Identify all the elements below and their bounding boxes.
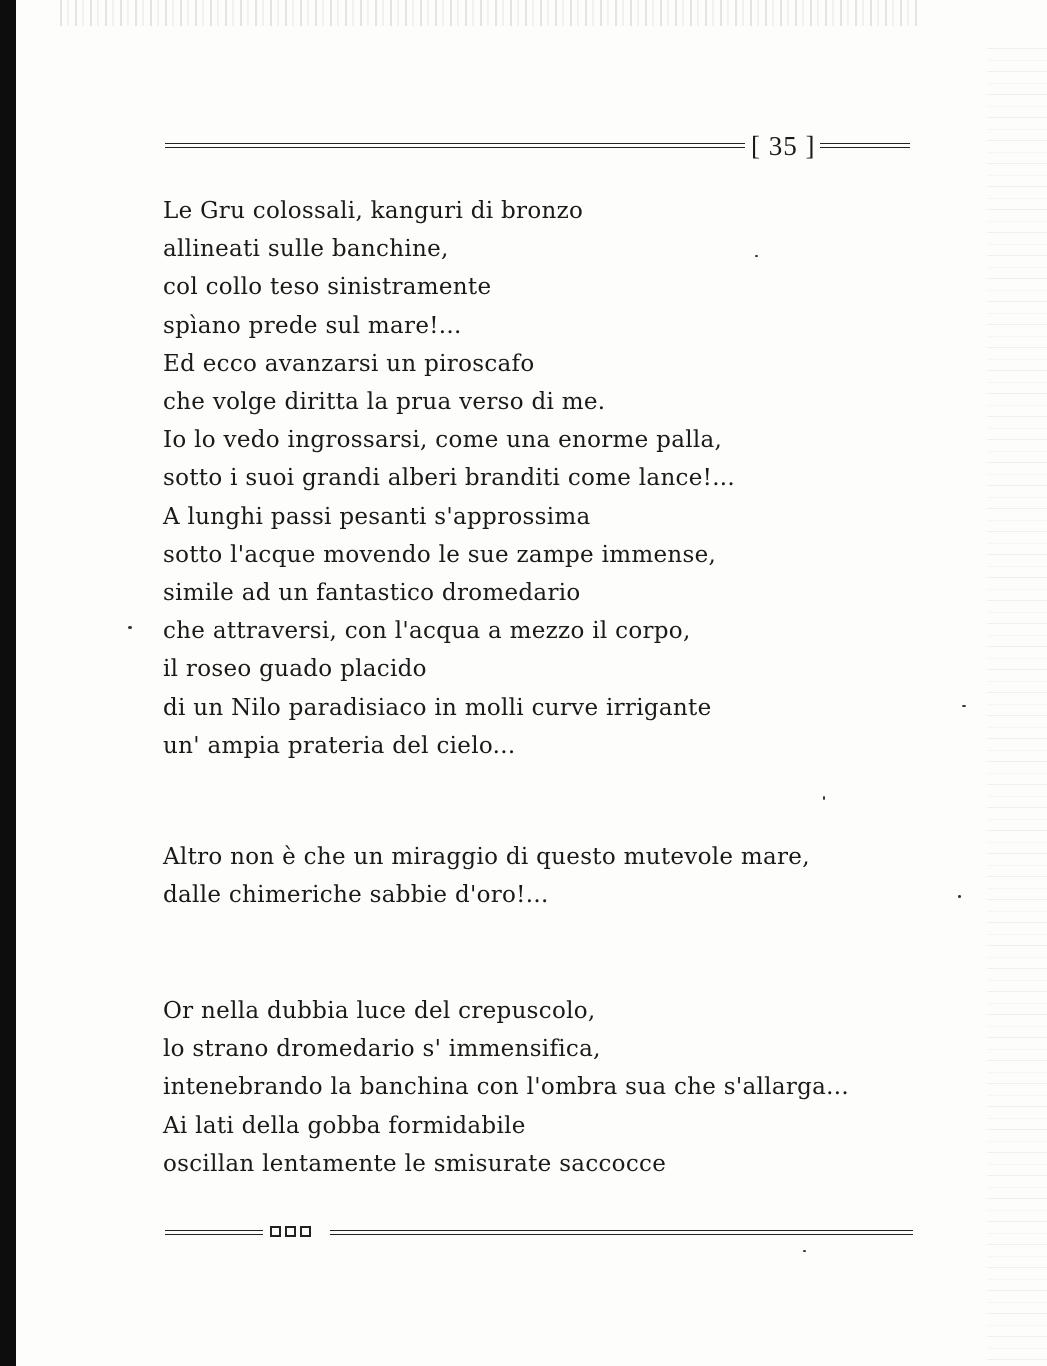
header-rule-left <box>165 143 745 148</box>
header-rule-right <box>820 143 910 148</box>
poem-line: che attraversi, con l'acqua a mezzo il corpo, <box>163 618 691 645</box>
poem-line: un' ampia prateria del cielo... <box>163 732 516 759</box>
square-ornament-icon <box>300 1226 311 1237</box>
scan-noise-top <box>60 0 920 26</box>
poem-line: dalle chimeriche sabbie d'oro!... <box>163 882 549 909</box>
square-ornament-icon <box>270 1226 281 1237</box>
page-number: [ 35 ] <box>747 128 819 164</box>
poem-line: A lunghi passi pesanti s'approssima <box>163 503 591 530</box>
poem-line: Altro non è che un miraggio di questo mutevole mare, <box>163 844 810 870</box>
page-footer <box>165 1222 913 1244</box>
poem-line: di un Nilo paradisiaco in molli curve irrigante <box>163 694 712 721</box>
poem-line: intenebrando la banchina con l'ombra sua che s'allarga... <box>163 1074 849 1101</box>
scan-noise-right <box>987 40 1047 1360</box>
scan-speck <box>803 1250 806 1252</box>
footer-rule-right <box>330 1230 913 1235</box>
poem-line: sotto i suoi grandi alberi branditi come lance!... <box>163 465 736 492</box>
book-spine-edge <box>0 0 16 1366</box>
poem-line: allineati sulle banchine, <box>163 236 449 263</box>
stanza-2 <box>163 838 810 914</box>
poem-line: Io lo vedo ingrossarsi, come una enorme palla, <box>163 427 723 454</box>
poem-line: Le Gru colossali, kanguri di bronzo <box>163 198 584 224</box>
scan-speck <box>823 796 825 800</box>
poem-line: Or nella dubbia luce del crepuscolo, <box>163 998 596 1024</box>
scan-speck <box>962 705 966 707</box>
poem-line: Ed ecco avanzarsi un piroscafo <box>163 350 535 377</box>
footer-rule-left <box>165 1230 263 1235</box>
poem-line: sotto l'acque movendo le sue zampe immense, <box>163 541 717 568</box>
page-header <box>165 128 910 164</box>
poem-line: oscillan lentamente le smisurate saccocce <box>163 1150 667 1177</box>
poem-line: col collo teso sinistramente <box>163 274 492 301</box>
scan-speck <box>128 626 132 629</box>
stanza-1 <box>163 192 735 765</box>
poem-line: che volge diritta la prua verso di me. <box>163 389 606 416</box>
poem-line: simile ad un fantastico dromedario <box>163 580 581 607</box>
scan-speck <box>755 255 758 257</box>
square-ornament-icon <box>285 1226 296 1237</box>
stanza-3 <box>163 992 849 1183</box>
poem-line: spìano prede sul mare!... <box>163 312 462 339</box>
scan-speck <box>958 895 961 898</box>
poem-line: Ai lati della gobba formidabile <box>163 1112 526 1139</box>
footer-ornament <box>267 1226 314 1240</box>
poem-line: il roseo guado placido <box>163 656 427 683</box>
poem-line: lo strano dromedario s' immensifica, <box>163 1036 601 1063</box>
